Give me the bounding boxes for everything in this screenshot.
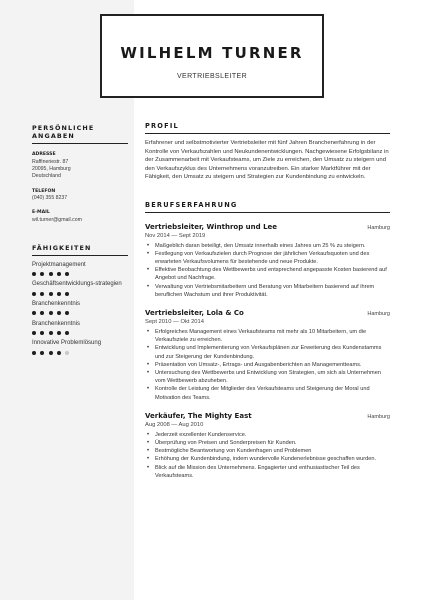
skill-dot-filled	[40, 311, 44, 315]
skill-dot-filled	[49, 351, 53, 355]
job-bullet: • Blick auf die Mission des Unternehmens. Engagierter und enthusiastischer Teil des Verkaufsteams.	[145, 464, 390, 480]
skill-dot-filled	[49, 272, 53, 276]
skill-dot-filled	[40, 331, 44, 335]
skills-heading: FÄHIGKEITEN	[32, 244, 128, 256]
email-label: E-MAIL	[32, 210, 50, 216]
address-line2: 20095, Hamburg	[32, 166, 71, 173]
job-bullet: • Präsentation von Umsatz-, Ertrags- und Ausgabenberichten an Managementteams.	[145, 361, 390, 369]
job-bullets	[145, 242, 390, 299]
job-bullet: • Untersuchung des Wettbewerbs und Entwicklung von Strategien, um sich als Unternehmen vom Wettbewerb abzuheben.	[145, 369, 390, 385]
address-line3: Deutschland	[32, 173, 61, 180]
skill-item	[32, 321, 128, 335]
phone-value: (040) 355 8237	[32, 195, 68, 202]
skill-item	[32, 301, 128, 315]
address	[32, 159, 128, 181]
job-header	[145, 412, 390, 420]
skill-name: Branchenkenntnis	[32, 320, 81, 327]
job-title-subtitle: VERTRIEBSLEITER	[176, 73, 248, 80]
skill-dot-filled	[32, 331, 36, 335]
skills-list	[32, 262, 128, 355]
job-date: Sept 2010 — Okt 2014	[145, 318, 204, 325]
job-bullet: • Erfolgreiches Management eines Verkaufsteams mit mehr als 10 Mitarbeitern, um die Verkaufsziele zu erreichen.	[145, 328, 390, 344]
phone-label: TELEFON	[32, 188, 56, 194]
address-line1: Raffineriestr. 87	[32, 158, 69, 165]
skill-dot-filled	[57, 331, 61, 335]
job-header	[145, 309, 390, 317]
email-value: wil.turner@gmail.com	[32, 216, 82, 223]
skill-item	[32, 340, 128, 354]
skill-rating	[32, 311, 128, 315]
job-location: Hamburg	[367, 224, 390, 231]
job-date: Aug 2008 — Aug 2010	[145, 421, 204, 428]
job-bullet: • Jederzeit exzellenter Kundenservice.	[145, 431, 390, 439]
skill-dot-filled	[40, 272, 44, 276]
skill-dot-filled	[57, 311, 61, 315]
job-header	[145, 223, 390, 231]
job-location: Hamburg	[367, 310, 390, 317]
skill-dot-filled	[65, 272, 69, 276]
skill-dot-filled	[65, 292, 69, 296]
skill-item	[32, 281, 128, 295]
job-bullet: • Festlegung von Verkaufszielen durch Prognose der jährlichen Verkaufsquoten und des erwarteten Verkaufsvolumens für bestehende und neue Produkte.	[145, 250, 390, 266]
skill-dot-empty	[65, 351, 69, 355]
experience-heading: BERUFSERFAHRUNG	[145, 201, 390, 213]
job-entry	[145, 309, 390, 402]
skill-name: Geschäftsentwicklungs-strategien	[32, 281, 122, 288]
skill-name: Branchenkenntnis	[32, 301, 81, 307]
skill-dot-filled	[65, 331, 69, 335]
skill-rating	[32, 292, 128, 296]
personal-details-heading-line1: PERSÖNLICHE	[32, 124, 95, 132]
personal-details-heading	[32, 124, 128, 144]
skill-rating	[32, 331, 128, 335]
job-title: Vertriebsleiter, Winthrop und Lee	[145, 222, 278, 231]
skill-dot-filled	[40, 351, 44, 355]
job-bullet: • Bestmögliche Beantwortung von Kundenfragen und Problemen	[145, 447, 390, 455]
job-bullet: • Kontrolle der Leistung der Mitglieder des Verkaufsteams und Steigerung der Moral und Motivation des Teams.	[145, 385, 390, 401]
skill-dot-filled	[32, 272, 36, 276]
job-bullet: • Überprüfung von Preisen und Sonderpreisen für Kunden.	[145, 439, 390, 447]
skill-dot-filled	[57, 351, 61, 355]
skill-rating	[32, 351, 128, 355]
sidebar-content	[32, 124, 128, 355]
job-location: Hamburg	[367, 413, 390, 420]
main-inner	[145, 122, 390, 480]
skill-item	[32, 262, 128, 276]
job-date: Nov 2014 — Sept 2019	[145, 232, 206, 239]
skill-dot-filled	[32, 311, 36, 315]
job-bullets	[145, 328, 390, 402]
skill-dot-filled	[49, 331, 53, 335]
skill-dot-filled	[32, 292, 36, 296]
job-bullet: • Entwicklung und Implementierung von Verkaufsplänen zur Erweiterung des Kundenstamms und zur Steigerung der Kundenbindung.	[145, 344, 390, 360]
job-bullet: • Verwaltung von Vertriebsmitarbeitern und Beratung von Mitarbeitern basierend auf ihrem beruflichen Wachstum und ihrer Produktivität.	[145, 283, 390, 299]
skill-name: Innovative Problemlösung	[32, 340, 102, 347]
skill-dot-filled	[32, 351, 36, 355]
candidate-name: WILHELM TURNER	[120, 44, 304, 62]
skill-dot-filled	[40, 292, 44, 296]
job-entry	[145, 223, 390, 299]
skill-dot-filled	[57, 292, 61, 296]
skill-rating	[32, 272, 128, 276]
skill-name: Projektmanagement	[32, 261, 86, 268]
skill-dot-filled	[57, 272, 61, 276]
job-title: Verkäufer, The Mighty East	[145, 411, 252, 420]
job-bullets	[145, 431, 390, 480]
skill-dot-filled	[49, 292, 53, 296]
jobs-list	[145, 223, 390, 480]
personal-details-heading-line2: ANGABEN	[32, 132, 75, 141]
profile-text: Erfahrener und selbstmotivierter Vertriebsleiter mit fünf Jahren Branchenerfahrung in der Kontrolle von Verkaufszahlen und Neukundenentwicklungen. Nachgewiesene Erfolgsbilanz in der Zusammenarbeit mit Verkaufsteams, um Ziele zu erreichen, den Umsatz zu steigern und den Verkaufszyklus des Unternehmens voranzutreiben. Ein starker Marktführer mit der Fähigkeit, den Umsatz zu steigern und Strategien zur Kundenbindung zu entwickeln.	[145, 140, 389, 180]
name-header-box	[100, 14, 324, 98]
job-title: Vertriebsleiter, Lola & Co	[145, 308, 244, 317]
profile-heading: PROFIL	[145, 122, 390, 134]
job-entry	[145, 412, 390, 480]
job-bullet: • Maßgeblich daran beteiligt, den Umsatz innerhalb eines Jahres um 25 % zu steigern.	[145, 242, 390, 250]
skill-dot-filled	[65, 311, 69, 315]
address-label: ADRESSE	[32, 152, 56, 158]
skill-dot-filled	[49, 311, 53, 315]
job-bullet: • Effektive Beobachtung des Wettbewerbs und entsprechend angepasste Kosten basierend auf Angebot und Nachfrage.	[145, 266, 390, 282]
job-bullet: • Erhöhung der Kundenbindung, indem wundervolle Kundenerlebnisse geschaffen wurden.	[145, 455, 390, 463]
